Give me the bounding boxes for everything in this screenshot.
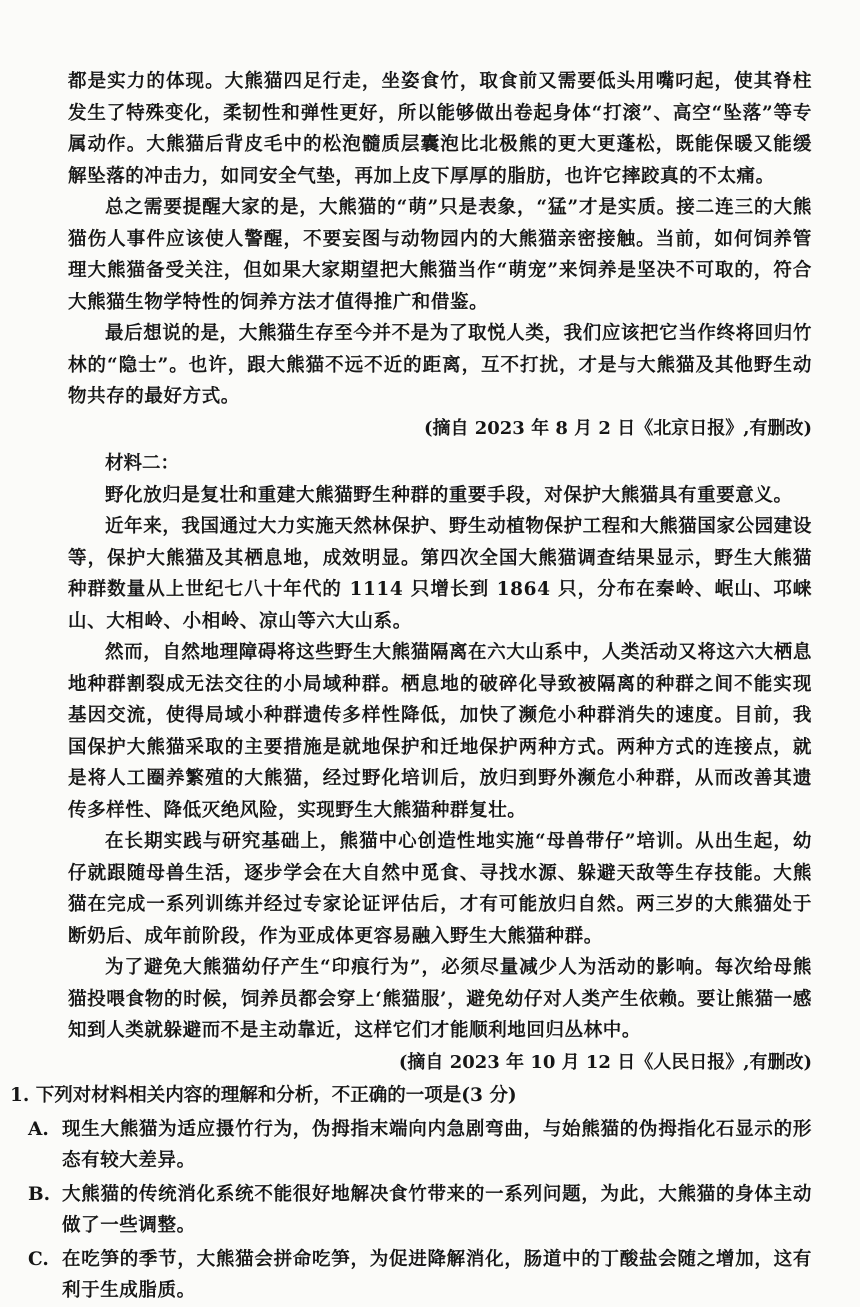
question-1 (10, 1080, 812, 1307)
option-a (28, 1114, 812, 1177)
option-c (28, 1244, 812, 1307)
material-one-continuation (68, 66, 812, 444)
paragraph: 为了避免大熊猫幼仔产生“印痕行为”，必须尽量减少人为活动的影响。每次给母熊猫投喂食物的时候，饲养员都会穿上‘熊猫服’，避免幼仔对人类产生依赖。要让熊猫一感知到人类就躲避而不是主动靠近，这样它们才能顺利地回归丛林中。 (68, 957, 812, 1041)
paragraph: 然而，自然地理障碍将这些野生大熊猫隔离在六大山系中，人类活动又将这六大栖息地种群割裂成无法交往的小局域种群。栖息地的破碎化导致被隔离的种群之间不能实现基因交流，使得局域小种群遗传多样性降低，加快了濒危小种群消失的速度。目前，我国保护大熊猫采取的主要措施是就地保护和迁地保护两种方式。两种方式的连接点，就是将人工圈养繁殖的大熊猫，经过野化培训后，放归到野外濒危小种群，从而改善其遗传多样性、降低灭绝风险，实现野生大熊猫种群复壮。 (68, 642, 812, 821)
paragraph: 最后想说的是，大熊猫生存至今并不是为了取悦人类，我们应该把它当作终将回归竹林的“隐士”。也许，跟大熊猫不远不近的距离，互不打扰，才是与大熊猫及其他野生动物共存的最好方式。 (68, 323, 812, 407)
option-b (28, 1179, 812, 1242)
option-text: 大熊猫的传统消化系统不能很好地解决食竹带来的一系列问题，为此，大熊猫的身体主动做了一些调整。 (62, 1183, 812, 1236)
option-letter: C. (28, 1248, 49, 1270)
paragraph: 在长期实践与研究基础上，熊猫中心创造性地实施“母兽带仔”培训。从出生起，幼仔就跟随母兽生活，逐步学会在大自然中觅食、寻找水源、躲避天敌等生存技能。大熊猫在完成一系列训练并经过专家论证评估后，才有可能放归自然。两三岁的大熊猫处于断奶后、成年前阶段，作为亚成体更容易融入野生大熊猫种群。 (68, 831, 812, 947)
source-citation: (摘自 2023 年 8 月 2 日《北京日报》,有删改) (423, 417, 812, 439)
paragraph: 总之需要提醒大家的是，大熊猫的“萌”只是表象，“猛”才是实质。接二连三的大熊猫伤人事件应该使人警醒，不要妄图与动物园内的大熊猫亲密接触。当前，如何饲养管理大熊猫备受关注，但如果大家期望把大熊猫当作“萌宠”来饲养是坚决不可取的，符合大熊猫生物学特性的饲养方法才值得推广和借鉴。 (68, 197, 812, 313)
option-letter: A. (28, 1118, 49, 1140)
paragraph: 都是实力的体现。大熊猫四足行走，坐姿食竹，取食前又需要低头用嘴叼起，使其脊柱发生了特殊变化，柔韧性和弹性更好，所以能够做出卷起身体“打滚”、高空“坠落”等专属动作。大熊猫后背皮毛中的松泡髓质层囊泡比北极熊的更大更蓬松，既能保暖又能缓解坠落的冲击力，如同安全气垫，再加上皮下厚厚的脂肪，也许它摔跤真的不太痛。 (68, 71, 812, 187)
option-text: 在吃笋的季节，大熊猫会拼命吃笋，为促进降解消化，肠道中的丁酸盐会随之增加，这有利于生成脂质。 (62, 1248, 812, 1301)
option-letter: B. (28, 1183, 51, 1205)
option-text: 现生大熊猫为适应摄竹行为，伪拇指末端向内急剧弯曲，与始熊猫的伪拇指化石显示的形态有较大差异。 (62, 1118, 812, 1171)
source-citation: (摘自 2023 年 10 月 12 日《人民日报》,有删改) (398, 1051, 812, 1073)
material-two (68, 448, 812, 1078)
question-stem: 1. 下列对材料相关内容的理解和分析，不正确的一项是(3 分) (10, 1085, 517, 1106)
paragraph: 近年来，我国通过大力实施天然林保护、野生动植物保护工程和大熊猫国家公园建设等，保护大熊猫及其栖息地，成效明显。第四次全国大熊猫调查结果显示，野生大熊猫种群数量从上世纪七八十年代的 1114 只增长到 1864 只，分布在秦岭、岷山、邛崃山、大相岭、小相岭、凉山等六大山系。 (68, 516, 812, 632)
material-heading: 材料二： (105, 453, 180, 474)
paragraph: 野化放归是复壮和重建大熊猫野生种群的重要手段，对保护大熊猫具有重要意义。 (105, 484, 793, 506)
